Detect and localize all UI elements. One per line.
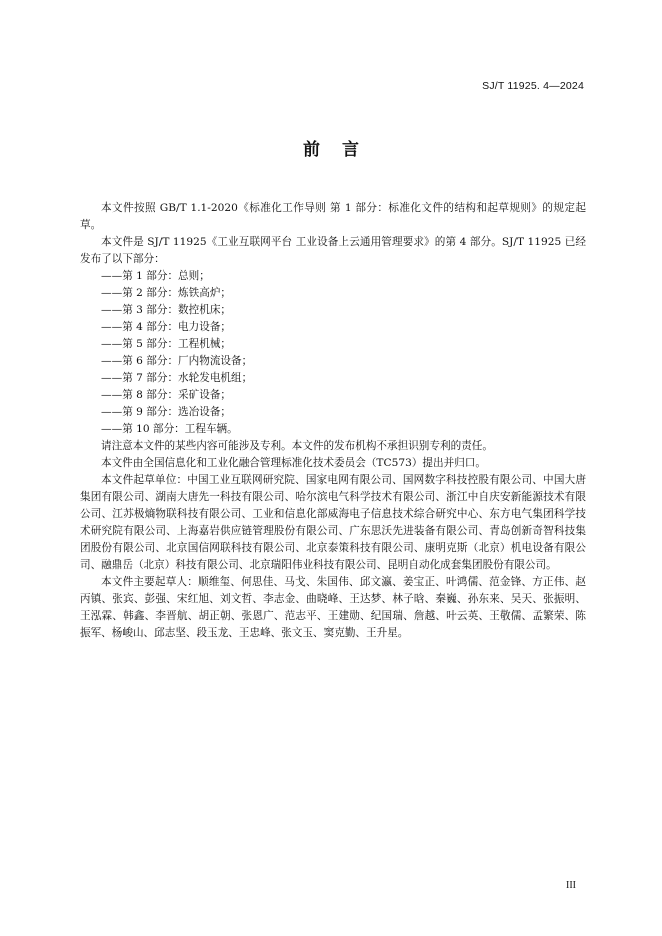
foreword-content [80, 200, 586, 642]
list-item: ——第 9 部分：选冶设备； [101, 406, 232, 418]
paragraph-drafters: 本文件主要起草人：顺维玺、何思佳、马戈、朱国伟、邱文瀛、姜宝正、叶鸿儒、范金锋、方正伟、赵丙镇、张宾、彭强、宋红旭、刘文哲、李志金、曲晓峰、王达梦、林子晗、秦巍、孙东来、吴天、张振明、王泓霖、韩鑫、李晋航、胡正朝、张恩广、范志平、王建勋、纪国瑞、詹越、叶云英、王敬儒、孟繁荣、陈振军、杨峻山、邱志坚、段玉龙、王忠峰、张文玉、窦克勤、王升星。 [80, 576, 586, 639]
paragraph-committee: 本文件由全国信息化和工业化融合管理标准化技术委员会（TC573）提出并归口。 [101, 457, 486, 469]
list-item: ——第 4 部分：电力设备； [101, 321, 232, 333]
paragraph-drafting-units: 本文件起草单位：中国工业互联网研究院、国家电网有限公司、国网数字科技控股有限公司、中国大唐集团有限公司、湖南大唐先一科技有限公司、哈尔滨电气科学技术有限公司、浙江中自庆安新能源技术有限公司、江苏极熵物联科技有限公司、工业和信息化部威海电子信息技术综合研究中心、东方电气集团科学技术研究院有限公司、上海嘉岩供应链管理股份有限公司、广东思沃先进装备有限公司、青岛创新奇智科技集团股份有限公司、北京国信网联科技有限公司、北京泰策科技有限公司、康明克斯（北京）机电设备有限公司、融鼎岳（北京）科技有限公司、北京瑞阳伟业科技有限公司、昆明自动化成套集团股份有限公司。 [80, 474, 586, 571]
list-item: ——第 10 部分：工程车辆。 [101, 423, 238, 435]
list-item: ——第 2 部分：炼铁高炉； [101, 287, 232, 299]
list-item: ——第 5 部分：工程机械； [101, 338, 232, 350]
list-item: ——第 6 部分：厂内物流设备； [101, 355, 253, 367]
paragraph-drafting-rules: 本文件按照 GB/T 1.1-2020《标准化工作导则 第 1 部分：标准化文件的结构和起草规则》的规定起草。 [80, 202, 586, 231]
paragraph-series-intro: 本文件是 SJ/T 11925《工业互联网平台 工业设备上云通用管理要求》的第 4 部分。SJ/T 11925 已经发布了以下部分： [80, 236, 586, 265]
parts-list [80, 268, 586, 438]
list-item: ——第 3 部分：数控机床； [101, 304, 232, 316]
list-item: ——第 1 部分：总则； [101, 270, 210, 282]
paragraph-patent-notice: 请注意本文件的某些内容可能涉及专利。本文件的发布机构不承担识别专利的责任。 [101, 440, 493, 452]
list-item: ——第 8 部分：采矿设备； [101, 389, 232, 401]
page-number: III [566, 880, 576, 891]
standard-code: SJ/T 11925. 4—2024 [482, 80, 584, 92]
list-item: ——第 7 部分：水轮发电机组； [101, 372, 253, 384]
page-title: 前言 [303, 140, 381, 160]
